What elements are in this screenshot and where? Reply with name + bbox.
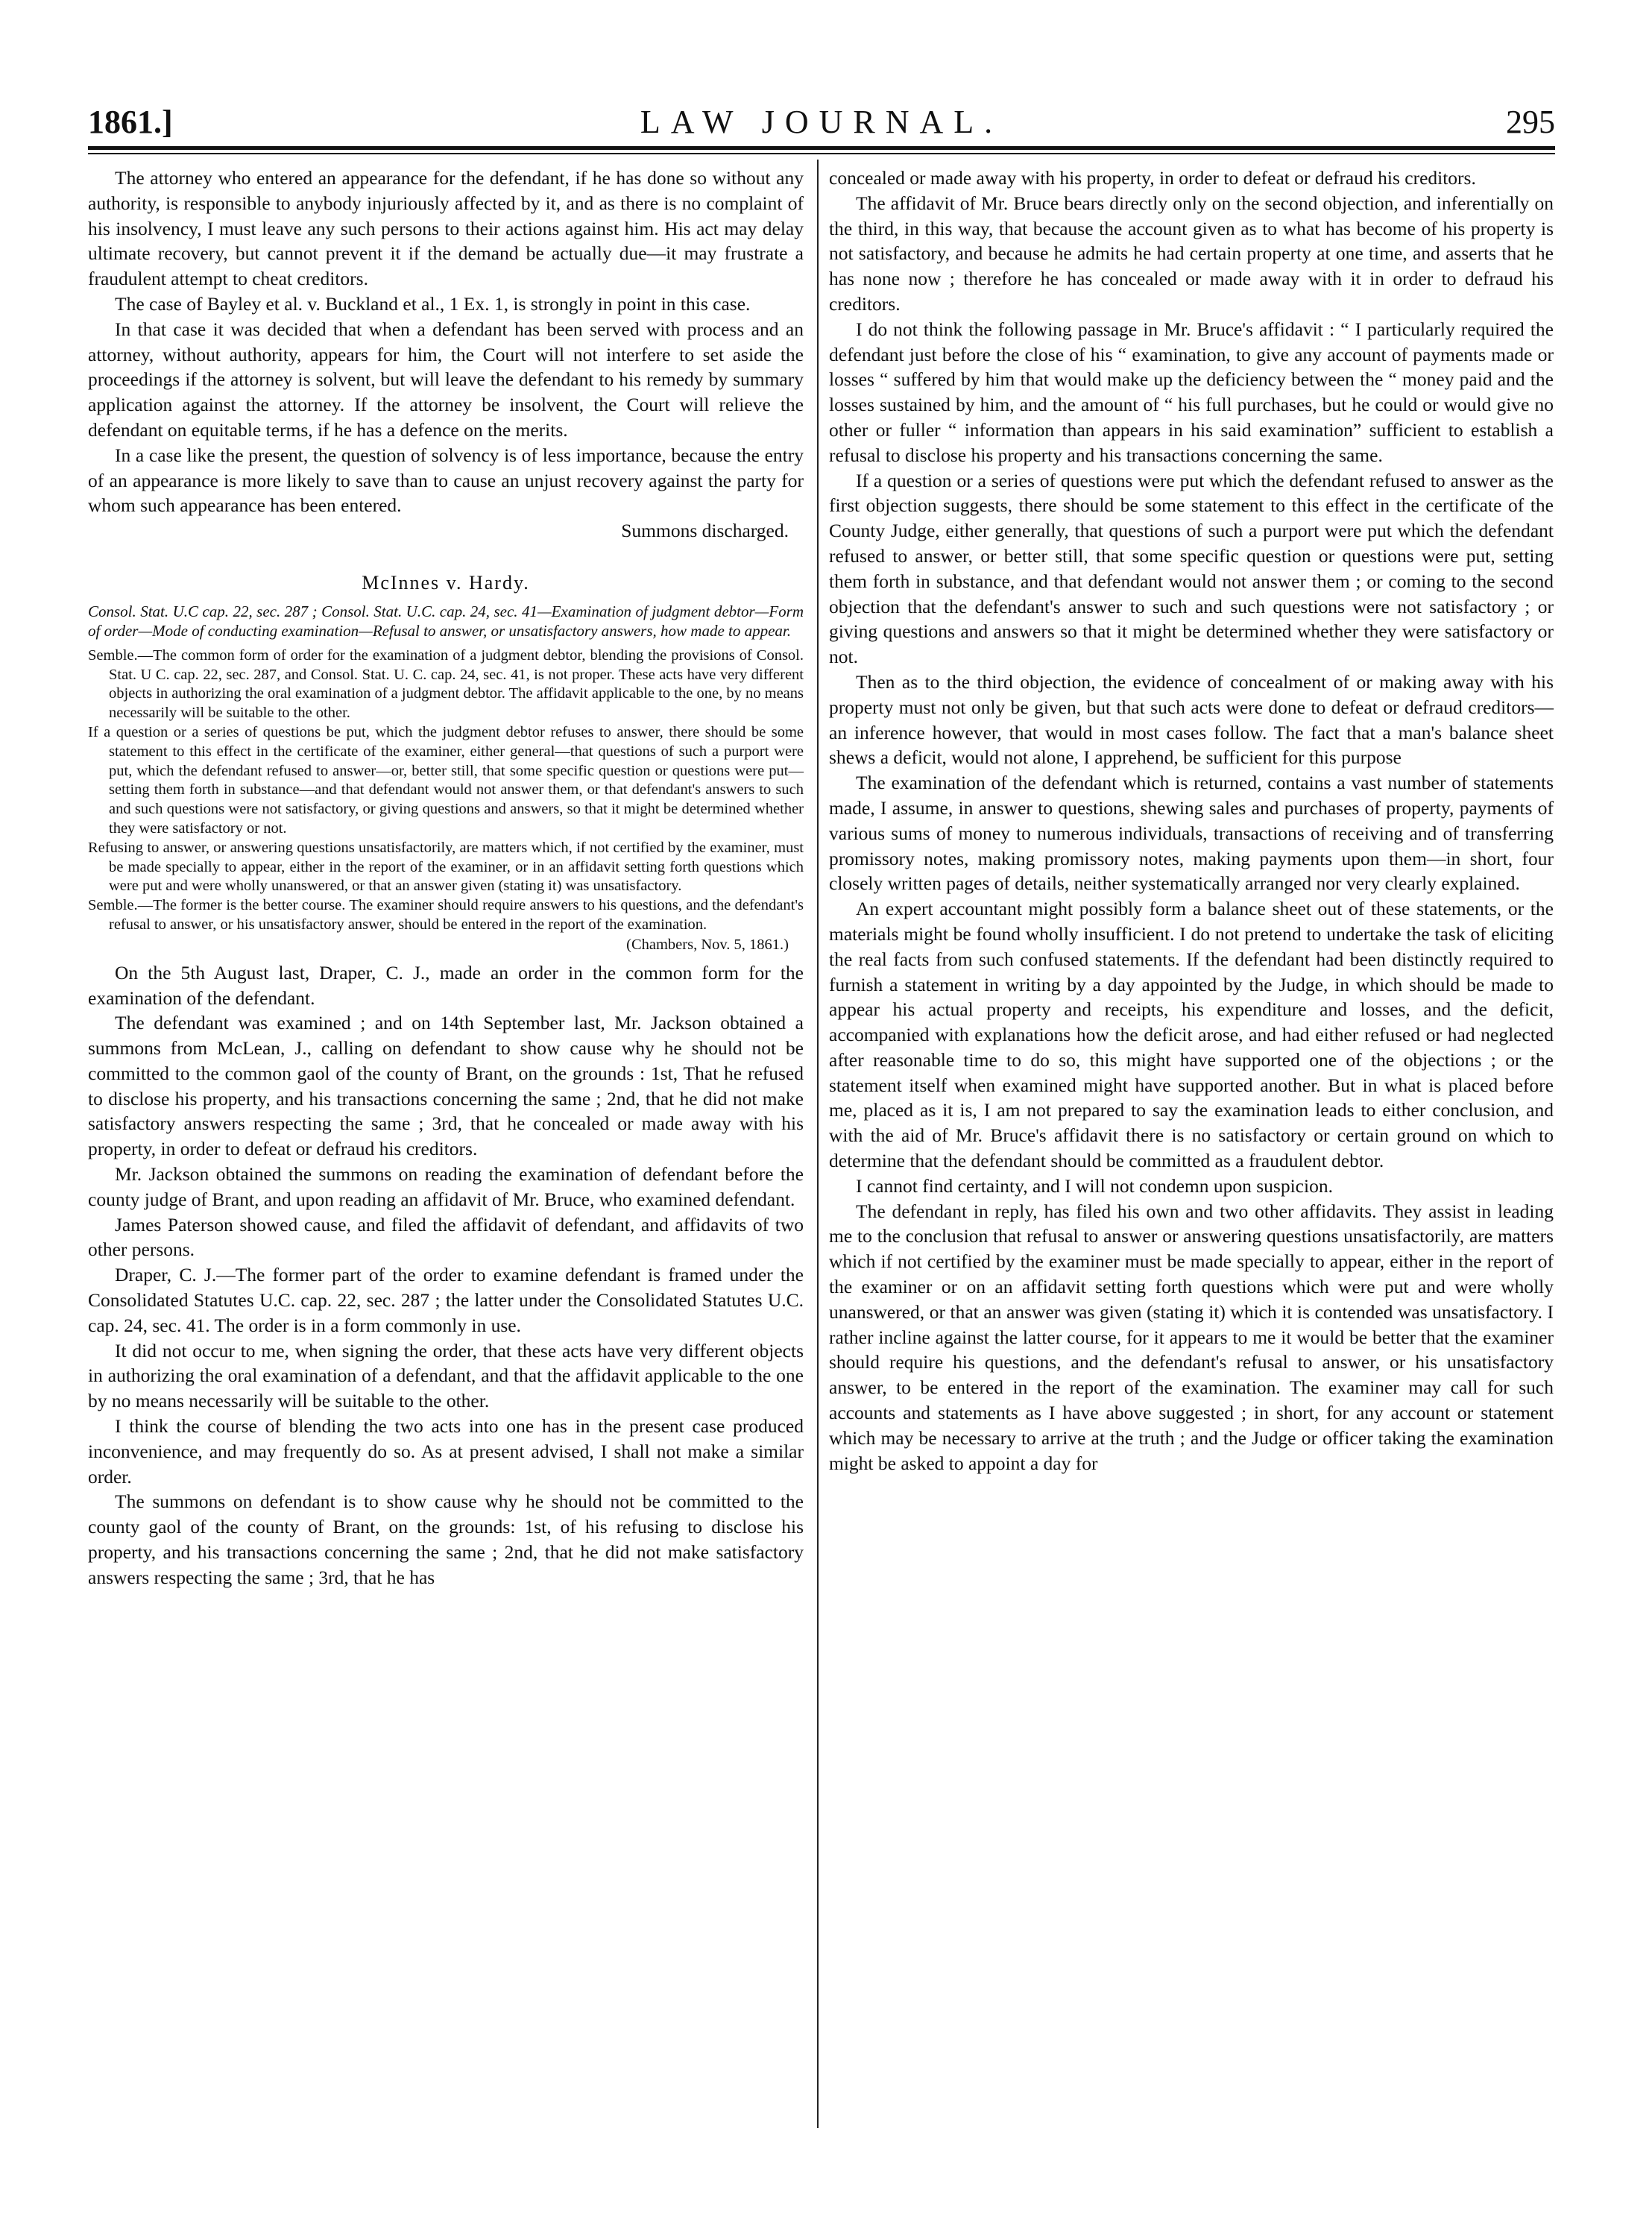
left-body-paragraph: Mr. Jackson obtained the summons on reading the examination of defendant before the county judge of Brant, and upon reading an affidavit of Mr. Bruce, who examined defendant. (88, 1163, 804, 1210)
right-paragraph: concealed or made away with his property, in order to defeat or defraud his creditors. (829, 167, 1476, 189)
syllabus-item: If a question or a series of questions be put, which the judgment debtor refuses to answer, there should be some statement to this effect in the certificate of the examiner, either general—that questions of such a purport were put, which the defendant refused to answer—or, better still, that some specific question or questions were put—setting them forth in substance—and that defendant would not answer them, or that defendant's answers to such and such questions were not satisfactory, or giving questions and answers, so that it might be determined whether they were satisfactory or not. (88, 723, 804, 837)
right-paragraph: The affidavit of Mr. Bruce bears directly only on the second objection, and inferentially on the third, in this way, that because the account given as to what has become of his property is not satisfactory, and because he admits he had certain property at one time, and asserts that he has none now ; therefore he has concealed or made away with it in order to defraud his creditors. (829, 192, 1554, 315)
right-paragraph: I do not think the following passage in Mr. Bruce's affidavit : “ I particularly required the defendant just before the close of his “ examination, to give any account of payments made or losses “ suffered by him that would make up the deficiency between the “ money paid and the losses sustained by him, and the amount of “ his full purchases, but he could or would give no other or fuller “ information than appears in his said examination” sufficient to establish a refusal to disclose his property and his transactions concerning the same. (829, 318, 1554, 466)
syllabus-item: Semble.—The former is the better course. The examiner should require answers to his questions, and the defendant's refusal to answer, or his unsatisfactory answer, should be entered in the report of the examination. (88, 897, 804, 933)
left-paragraph: In a case like the present, the question of solvency is of less importance, because the entry of an appearance is more likely to save than to cause an unjust recovery against the party for whom such appearance has been entered. (88, 444, 804, 517)
syllabus (88, 646, 804, 935)
header-year: 1861.] (88, 104, 173, 140)
right-paragraph: Then as to the third objection, the evidence of concealment of or making away with his property must not only be given, but that such acts were done to defeat or defraud creditors—an inference however, that would in most cases follow. The fact that a man's balance sheet shews a deficit, would not alone, I apprehend, be sufficient for this purpose (829, 670, 1554, 769)
left-column (88, 166, 804, 1590)
left-body-paragraph: The summons on defendant is to show cause why he should not be committed to the county gaol of the county of Brant, on the grounds: 1st, of his refusing to disclose his property, and his transactions concerning the same ; 2nd, that he did not make satisfactory answers respecting the same ; 3rd, that he has (88, 1490, 804, 1588)
right-paragraph: The defendant in reply, has filed his own and two other affidavits. They assist in leading me to the conclusion that refusal to answer or answering questions unsatisfactorily, are matters which if not certified by the examiner must be made specially to appear, either in the report of the examiner or on an affidavit setting forth questions which were put and were wholly unanswered, or that an answer was given (stating it) which it is contended was unsatisfactory. I rather incline against the latter course, for it appears to me it would be better that the examiner should require his questions, and the defendant's refusal to answer, or his unsatisfactory answer, to be entered in the report of the examination. The examiner may call for such accounts and statements as I have above suggested ; in short, for any account or statement which may be necessary to arrive at the truth ; and the Judge or officer taking the examination might be asked to appoint a day for (829, 1200, 1554, 1474)
head-note: Consol. Stat. U.C cap. 22, sec. 287 ; Consol. Stat. U.C. cap. 24, sec. 41—Examination of judgment debtor—Form of order—Mode of conducting examination—Refusal to answer, or unsatisfactory answers, how made to appear. (88, 602, 804, 640)
right-paragraph: An expert accountant might possibly form a balance sheet out of these statements, or the materials might be found wholly insufficient. I do not pretend to undertake the task of eliciting the real facts from such confused statements. If the defendant had been distinctly required to furnish a statement in writing by a day appointed by the Judge, in which should be made to appear his actual property and receipts, his expenditure and losses, and the deficit, accompanied with explanations how the deficit arose, and had either refused or had neglected after reasonable time to do so, this might have supported one of the objections ; or the statement itself when examined might have supported another. But in what is placed before me, placed as it is, I am not prepared to say the examination leads to either conclusion, and with the aid of Mr. Bruce's affidavit there is no satisfactory or certain ground on which to determine that the defendant should be committed as a fraudulent debtor. (829, 898, 1554, 1172)
right-paragraph: The examination of the defendant which is returned, contains a vast number of statements made, I assume, in answer to questions, shewing sales and purchases of property, payments of various sums of money to numerous individuals, transactions of receiving and of transferring promissory notes, making promissory notes, making payments upon them—in short, four closely written pages of details, neither systematically arranged nor very clearly explained. (829, 772, 1554, 895)
left-body-paragraph: I think the course of blending the two acts into one has in the present case produced inconvenience, and may frequently do so. As at present advised, I shall not make a similar order. (88, 1415, 804, 1488)
left-body-paragraph: It did not occur to me, when signing the order, that these acts have very different objects in authorizing the oral examination of a defendant, and that the affidavit applicable to the one by no means necessarily will be suitable to the other. (88, 1339, 804, 1412)
left-body-paragraph: On the 5th August last, Draper, C. J., made an order in the common form for the examination of the defendant. (88, 961, 804, 1009)
header-page-number: 295 (1506, 104, 1555, 140)
syllabus-item: Refusing to answer, or answering questions unsatisfactorily, are matters which, if not certified by the examiner, must be made specially to appear, either in the report of the examiner, or in an affidavit setting forth questions which were put and were wholly unanswered, or that an answer given (stating it) was unsatisfactory. (88, 839, 804, 895)
left-paragraph: In that case it was decided that when a defendant has been served with process and an attorney, without authority, appears for him, the Court will not interfere to set aside the proceedings if the attorney is solvent, but will leave the defendant to his remedy by summary application against the attorney. If the attorney be insolvent, the Court will relieve the defendant on equitable terms, if he has a defence on the merits. (88, 318, 804, 441)
left-paragraph: The case of Bayley et al. v. Buckland et al., 1 Ex. 1, is strongly in point in this case. (115, 292, 751, 315)
left-body-paragraph: Draper, C. J.—The former part of the order to examine defendant is framed under the Consolidated Statutes U.C. cap. 22, sec. 287 ; the latter under the Consolidated Statutes U.C. cap. 24, sec. 41. The order is in a form commonly in use. (88, 1264, 804, 1336)
left-body-paragraph: James Paterson showed cause, and filed the affidavit of defendant, and affidavits of two other persons. (88, 1213, 804, 1261)
right-paragraph: If a question or a series of questions were put which the defendant refused to answer as the first objection suggests, there should be some statement to this effect in the certificate of the County Judge, either generally, that questions of such a purport were put which the defendant refused to answer, or better still, that some specific question or questions were put, setting them forth in substance, and that defendant would not answer them ; or coming to the second objection that the defendant's answer to such and such questions were not satisfactory ; or giving questions and answers so that it might be determined whether they were satisfactory or not. (829, 469, 1554, 668)
right-paragraph: I cannot find certainty, and I will not condemn upon suspicion. (856, 1174, 1333, 1197)
right-column (829, 166, 1554, 1476)
page-header (88, 103, 1555, 143)
summons-result: Summons discharged. (621, 520, 789, 542)
left-body-paragraph: The defendant was examined ; and on 14th September last, Mr. Jackson obtained a summons from McLean, J., calling on defendant to show cause why he should not be committed to the common gaol of the county of Brant, on the grounds : 1st, That he refused to disclose his property, and his transactions concerning the same ; 2nd, that he did not make satisfactory answers respecting the same ; 3rd, that he concealed or made away with his property, in order to defeat or defraud his creditors. (88, 1012, 804, 1160)
header-rule-thin (88, 153, 1555, 154)
header-rule-thick (88, 146, 1555, 150)
left-paragraph: The attorney who entered an appearance for the defendant, if he has done so without any authority, is responsible to anybody injuriously affected by it, and as there is no complaint of his insolvency, I must leave any such persons to their actions against him. His act may delay ultimate recovery, but cannot prevent it if the demand be actually due—it may frustrate a fraudulent attempt to cheat creditors. (88, 167, 804, 290)
syllabus-date: (Chambers, Nov. 5, 1861.) (626, 936, 789, 953)
column-divider (817, 160, 819, 2128)
syllabus-item: Semble.—The common form of order for the examination of a judgment debtor, blending the provisions of Consol. Stat. U C. cap. 22, sec. 287, and Consol. Stat. U. C. cap. 24, sec. 41, is not proper. These acts have very different objects in authorizing the oral examination of a judgment debtor. The affidavit applicable to the one, by no means necessarily will be suitable to the other. (88, 646, 804, 722)
case-title: McInnes v. Hardy. (362, 571, 530, 594)
header-title: LAW JOURNAL. (640, 104, 1003, 140)
